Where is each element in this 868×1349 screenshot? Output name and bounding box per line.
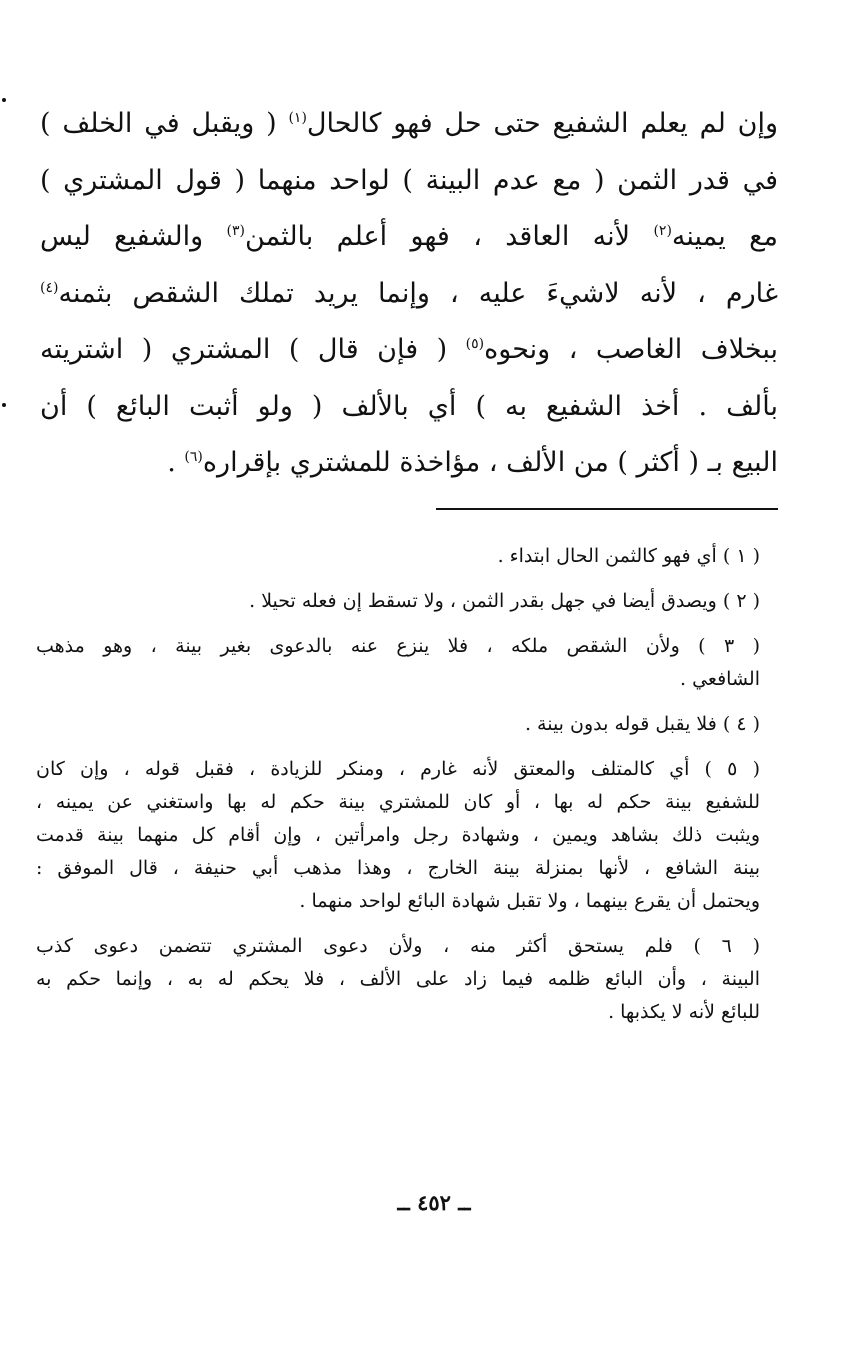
- main-text-line: في قدر الثمن ( مع عدم البينة ) لواحد منهما ( قول المشتري ): [40, 164, 778, 196]
- scan-edge-mark: [2, 98, 6, 102]
- footnote-marker: (١): [288, 110, 307, 126]
- main-text-line: ببخلاف الغاصب ، ونحوه$^{(٥)}$ ( فإن قال ) المشتري ( اشتريته: [40, 334, 778, 365]
- main-text-line: غارم ، لأنه لاشيءَ عليه ، وإنما يريد تملك الشقص بثمنه$^{(٤)}$: [40, 277, 778, 309]
- footnote-line: ( ١ ) أي فهو كالثمن الحال ابتداء .: [497, 545, 760, 567]
- page-number: ــ ٤٥٢ ــ: [397, 1190, 471, 1215]
- footnote-line: ( ٦ ) فلم يستحق أكثر منه ، ولأن دعوى المشتري تتضمن دعوى كذب: [36, 935, 760, 957]
- footnote-line: البينة ، وأن البائع ظلمه فيما زاد على الألف ، فلا يحكم له به ، وإنما حكم به: [36, 968, 760, 990]
- footnote-4: [36, 708, 760, 741]
- footnote-3: [36, 630, 760, 696]
- footnote-line: ( ٣ ) ولأن الشقص ملكه ، فلا ينزع عنه بالدعوى بغير بينة ، وهو مذهب: [36, 635, 761, 657]
- footnote-marker: (٦): [184, 449, 203, 465]
- footnote-line: ويحتمل أن يقرع بينهما ، ولا تقبل شهادة البائع لواحد منهما .: [299, 890, 760, 912]
- footnote-marker: (٢): [653, 223, 672, 239]
- main-text-line: مع يمينه$^{(٢)}$ لأنه العاقد ، فهو أعلم بالثمن$^{(٣)}$ والشفيع ليس: [40, 221, 778, 252]
- footnote-line: ويثبت ذلك بشاهد ويمين ، وشهادة رجل وامرأتين ، وإن أقام كل منهما بينة قدمت: [36, 824, 760, 846]
- footnote-separator: [436, 508, 778, 510]
- footnote-line: ( ٢ ) ويصدق أيضا في جهل بقدر الثمن ، ولا تسقط إن فعله تحيلا .: [249, 590, 760, 612]
- footnote-line: للشفيع بينة حكم له بها ، أو كان للمشتري بينة حكم له بها واستغني عن يمينه ،: [36, 791, 760, 813]
- footnote-line: ( ٥ ) أي كالمتلف والمعتق لأنه غارم ، ومنكر للزيادة ، فقبل قوله ، وإن كان: [36, 758, 760, 780]
- footnote-marker: (٣): [226, 223, 246, 239]
- footnote-2: [36, 585, 760, 618]
- footnote-5: [36, 753, 760, 918]
- footnotes: [36, 540, 760, 1041]
- main-text: [40, 96, 778, 492]
- footnote-1: [36, 540, 760, 573]
- footnote-line: للبائع لأنه لا يكذبها .: [608, 1001, 760, 1023]
- footnote-line: ( ٤ ) فلا يقبل قوله بدون بينة .: [524, 713, 760, 735]
- footnote-line: الشافعي .: [680, 668, 760, 690]
- footnote-marker: (٤): [40, 279, 59, 296]
- main-text-line: البيع بـ ( أكثر ) من الألف ، مؤاخذة للمشتري بإقراره$^{(٦)}$ .: [167, 447, 778, 478]
- footnote-6: [36, 930, 760, 1029]
- main-text-line: بألف . أخذ الشفيع به ) أي بالألف ( ولو أثبت البائع ) أن: [40, 390, 778, 422]
- footnote-line: بينة الشافع ، لأنها بمنزلة بينة الخارج ، وهذا مذهب أبي حنيفة ، قال الموفق :: [36, 857, 760, 879]
- main-text-line: وإن لم يعلم الشفيع حتى حل فهو كالحال$^{(١)}$ ( ويقبل في الخلف ): [40, 108, 778, 139]
- footnote-marker: (٥): [465, 336, 485, 352]
- scan-edge-mark: [2, 403, 6, 407]
